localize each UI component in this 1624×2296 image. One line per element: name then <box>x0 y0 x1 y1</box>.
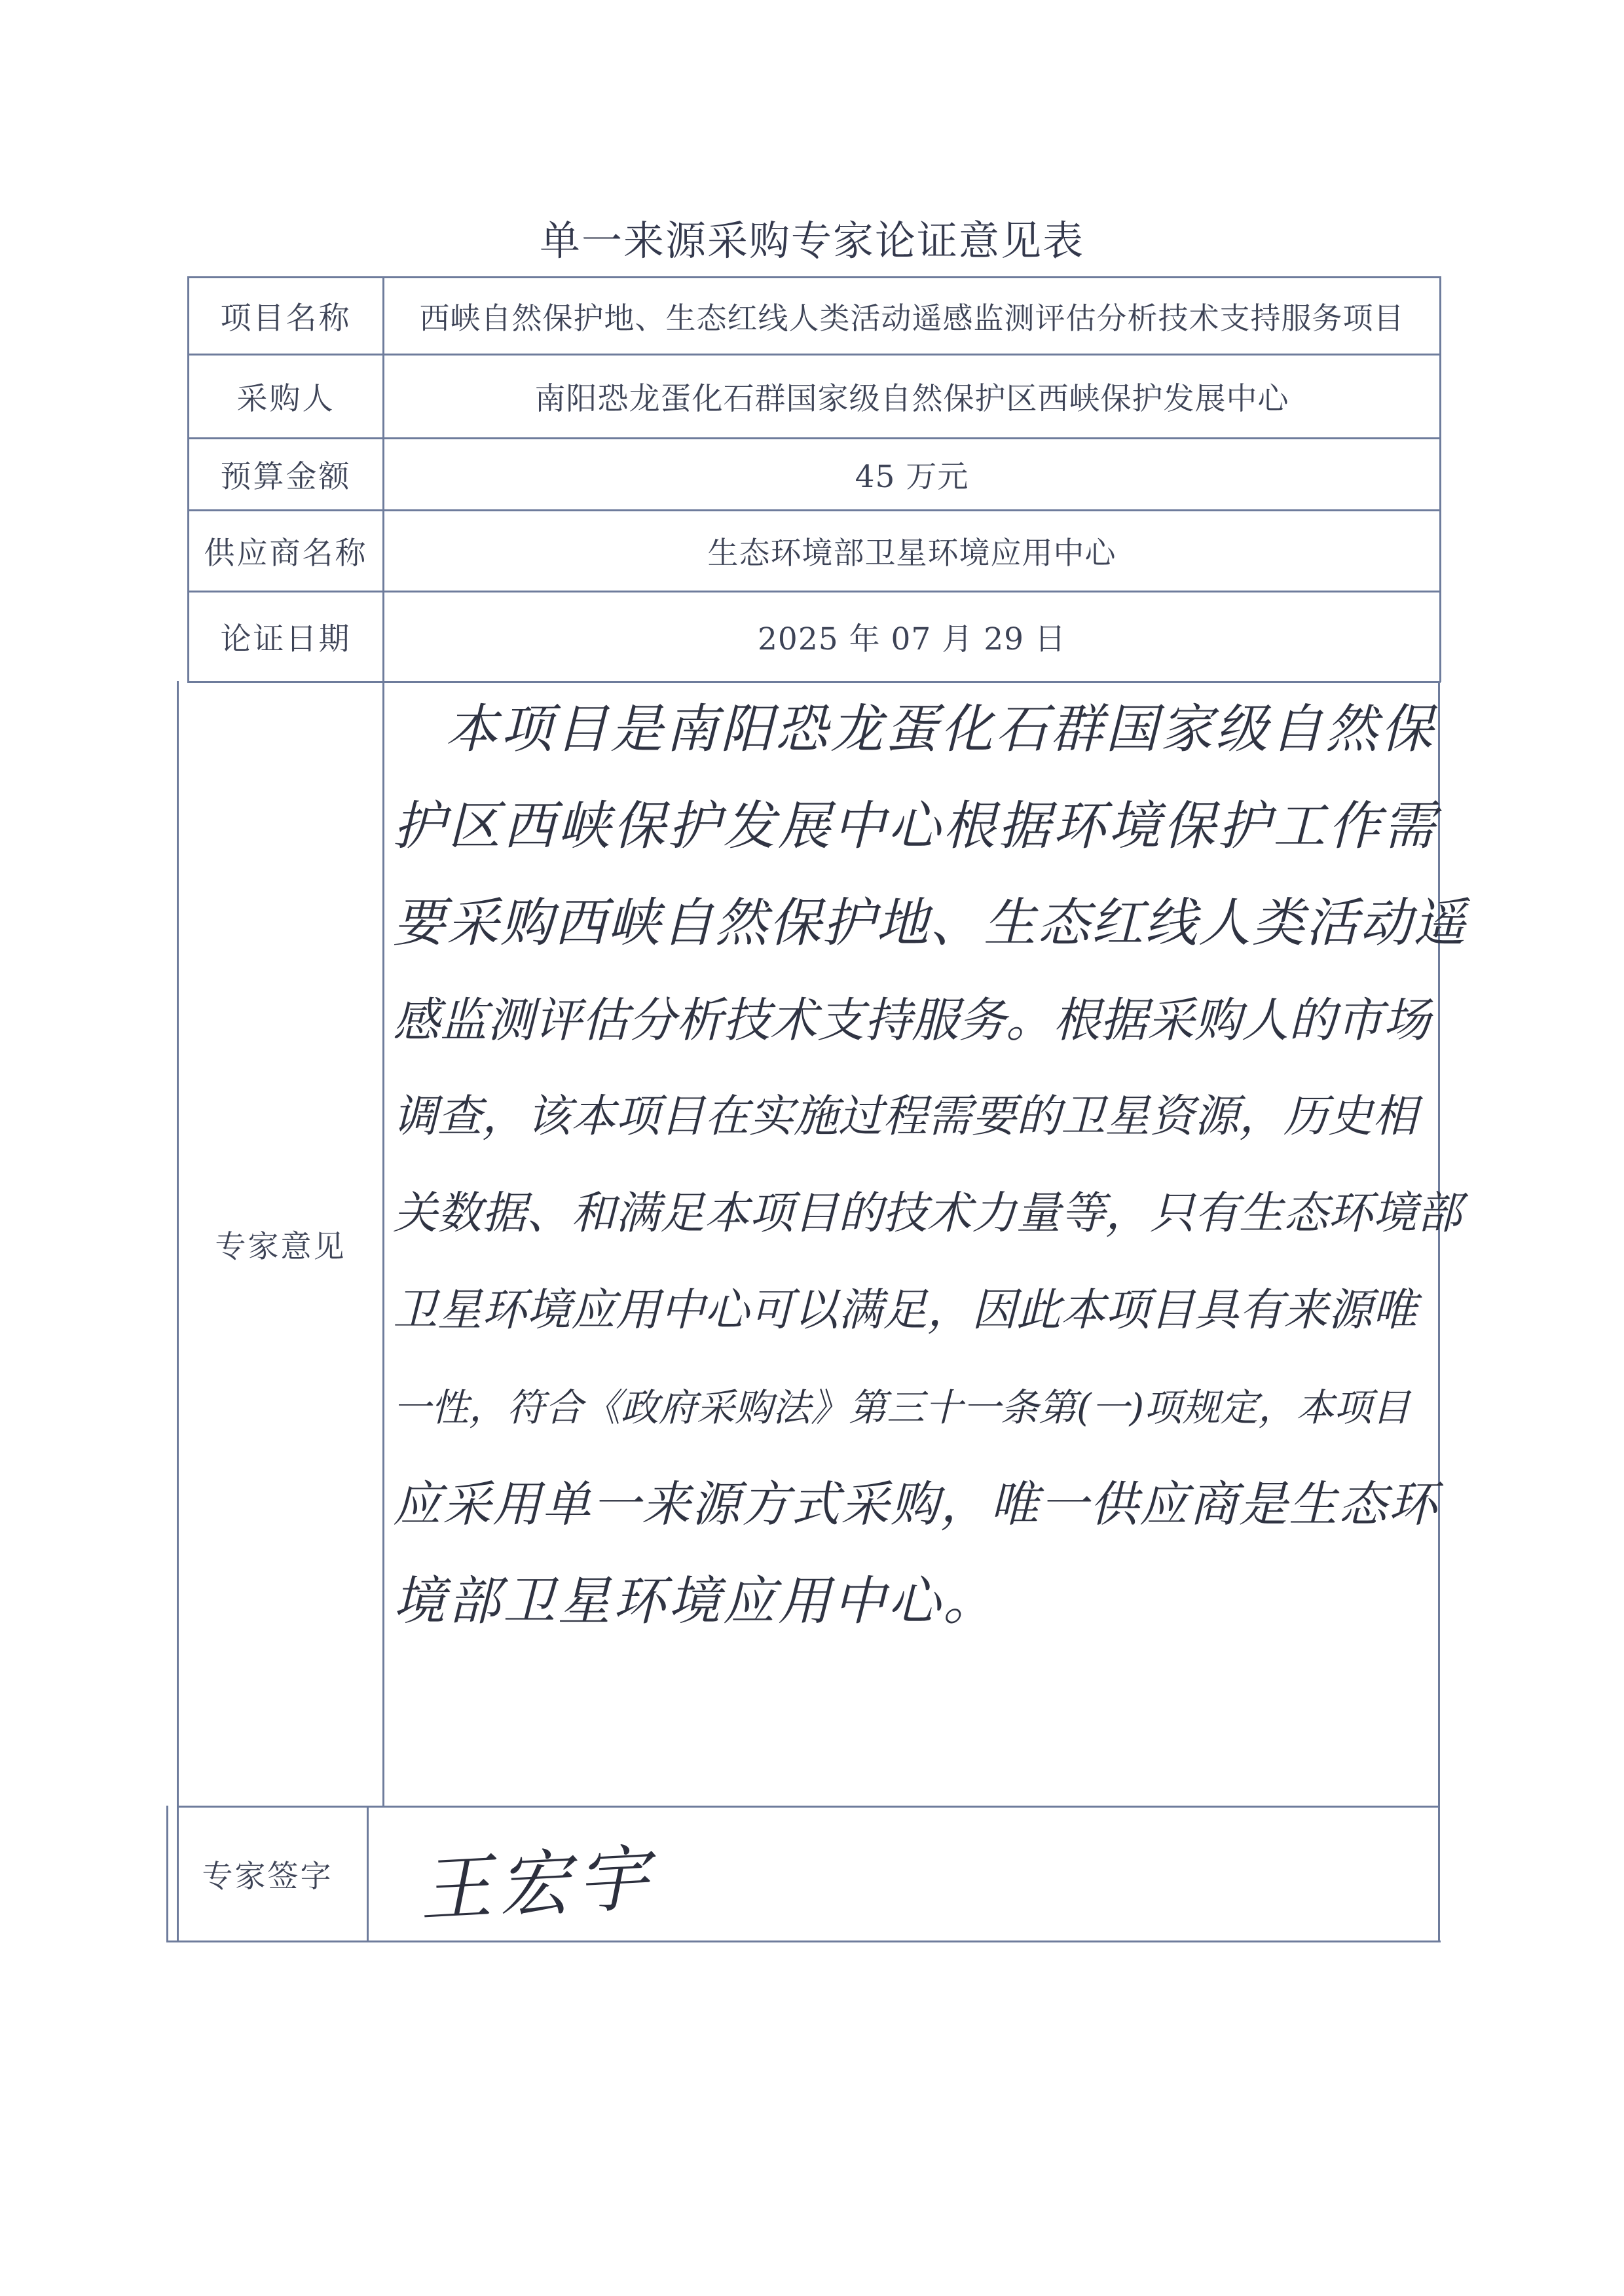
opinion-line: 护区西峡保护发展中心根据环境保护工作需 <box>393 795 1438 856</box>
signature-label: 专家签字 <box>202 1859 333 1895</box>
opinion-line: 感监测评估分析技术支持服务。根据采购人的市场 <box>393 993 1431 1048</box>
opinion-line: 本项目是南阳恐龙蛋化石群国家级自然保 <box>445 699 1435 759</box>
table-border-bottom <box>166 1941 1441 1942</box>
opinion-line: 关数据、和满足本项目的技术力量等，只有生态环境部 <box>393 1188 1462 1239</box>
date-label: 论证日期 <box>220 621 352 657</box>
purchaser-value: 南阳恐龙蛋化石群国家级自然保护区西峡保护发展中心 <box>534 381 1289 417</box>
opinion-line: 卫星环境应用中心可以满足，因此本项目具有来源唯 <box>393 1285 1418 1336</box>
opinion-line: 要采购西峡自然保护地、生态红线人类活动遥 <box>393 892 1467 953</box>
expert-opinion-handwritten <box>393 681 1467 1650</box>
form-title: 单一来源采购专家论证意见表 <box>539 217 1084 264</box>
supplier-value: 生态环境部卫星环境应用中心 <box>707 536 1116 572</box>
opinion-line: 一性，符合《政府采购法》第三十一条第(一)项规定，本项目 <box>393 1385 1411 1430</box>
opinion-line: 调查，该本项目在实施过程需要的卫星资源，历史相 <box>393 1091 1418 1142</box>
opinion-line: 境部卫星环境应用中心。 <box>393 1571 998 1631</box>
project-name-value: 西峡自然保护地、生态红线人类活动遥感监测评估分析技术支持服务项目 <box>419 300 1405 336</box>
table-border-right <box>1439 276 1441 682</box>
project-name-label: 项目名称 <box>220 301 352 337</box>
signature-column-divider <box>367 1806 369 1942</box>
date-value: 2025 年 07 月 29 日 <box>758 621 1066 657</box>
budget-label: 预算金额 <box>220 459 352 495</box>
budget-value: 45 万元 <box>855 459 969 495</box>
expert-signature: 王宏宇 <box>417 1836 657 1933</box>
purchaser-label: 采购人 <box>236 381 335 417</box>
supplier-label: 供应商名称 <box>204 536 368 572</box>
opinion-line: 应采用单一来源方式采购，唯一供应商是生态环 <box>393 1476 1438 1533</box>
opinion-column-divider <box>382 681 384 1807</box>
opinion-label: 专家意见 <box>215 1229 346 1265</box>
